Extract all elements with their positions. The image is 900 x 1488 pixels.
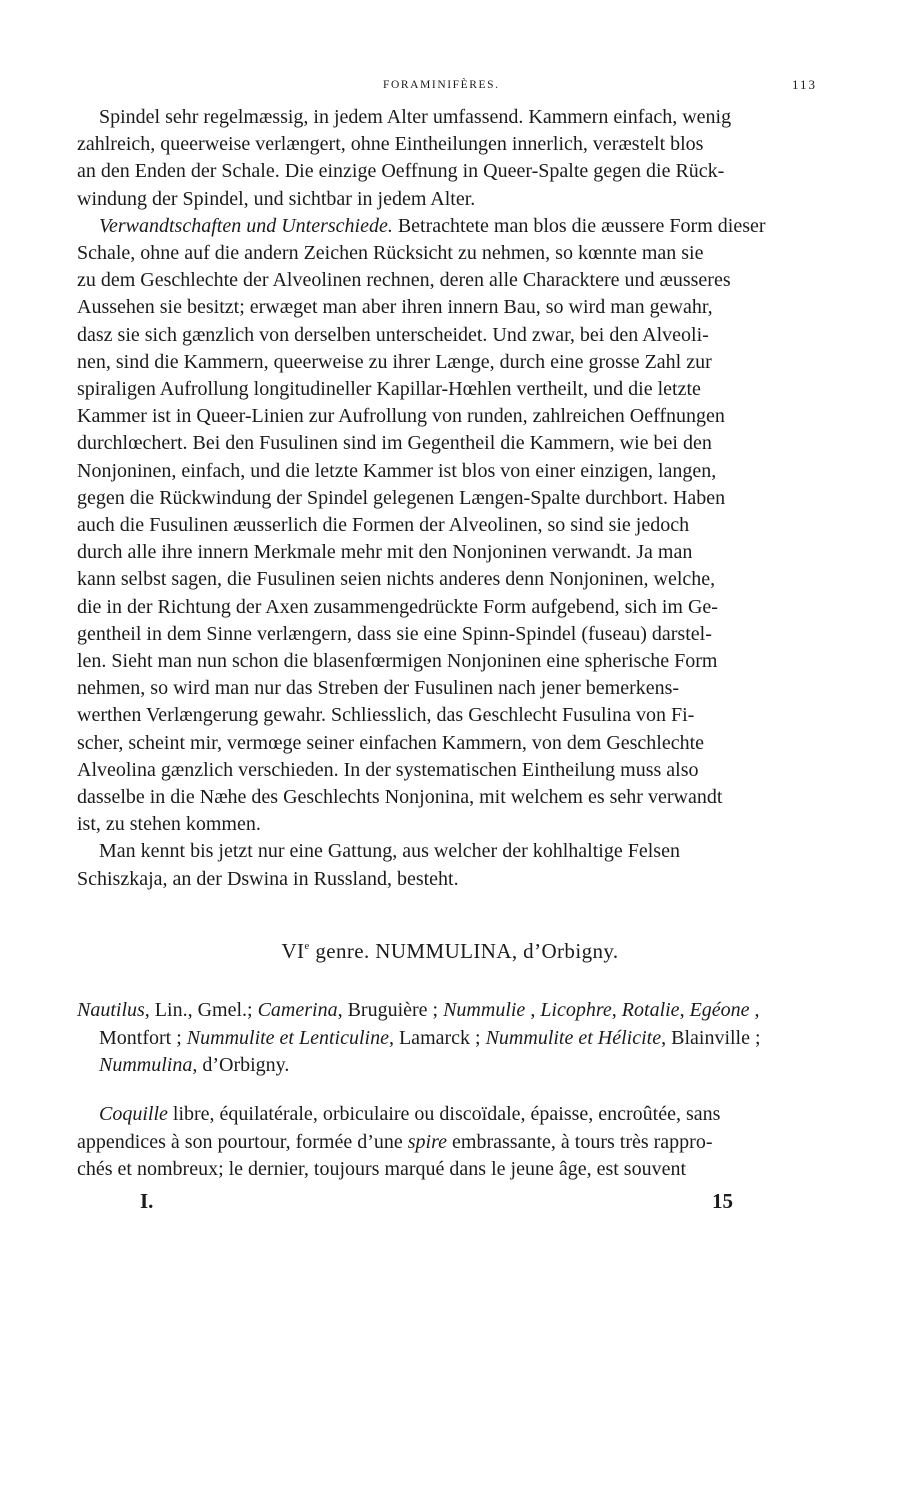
text-line: zu dem Geschlechte der Alveolinen rechnen, deren alle Characktere und æusseres [77,269,731,292]
synonymy-run: , [611,999,622,1021]
text-line: gegen die Rückwindung der Spindel gelegenen Længen-Spalte durchbort. Haben [77,486,726,509]
text-line: die in der Richtung der Axen zusammengedrückte Form aufgebend, sich im Ge- [77,595,718,618]
synonymy-run: , [525,999,541,1021]
text-line: Man kennt bis jetzt nur eine Gattung, aus welcher der kohlhaltige Felsen [99,840,680,863]
text-line: Schiszkaja, an der Dswina in Russland, besteht. [77,867,459,890]
page-number: 113 [792,77,818,92]
synonymy-run: , [679,999,690,1021]
text-line: Alveolina gænzlich verschieden. In der systematischen Eintheilung muss also [77,758,699,781]
text-line: spiraligen Aufrollung longitudineller Kapillar-Hœhlen vertheilt, und die letzte [77,378,701,401]
synonymy-run: Montfort ; [99,1026,187,1049]
synonymy-line [77,1025,815,1053]
synonymy-run: , d’Orbigny. [192,1054,290,1076]
synonymy-run: , [749,999,760,1021]
text-line: nehmen, so wird man nur das Streben der Fusulinen nach jener bemerkens- [77,677,680,700]
description-paragraph [77,1101,815,1184]
text-line: durchlœchert. Bei den Fusulinen sind im Gegentheil die Kammern, wie bei den [77,432,712,455]
text-line: Coquille libre, équilatérale, orbiculaire ou discoïdale, épaisse, encroûtée, sans [99,1103,721,1125]
text-line: scher, scheint mir, vermœge seiner einfachen Kammern, von dem Geschlechte [77,731,705,754]
synonymy-line [77,1052,815,1080]
text-line: appendices à son pourtour, formée d’une spire embrassante, à tours très rappro- [77,1130,713,1153]
text-line: gentheil in dem Sinne verlængern, dass sie eine Spinn-Spindel (fuseau) darstel- [77,622,712,645]
text-line: Nonjoninen, einfach, und die letzte Kammer ist blos von einer einzigen, langen, [77,459,717,482]
taxon-name: Nummulina [99,1054,193,1076]
text-line: nen, sind die Kammern, queerweise zu ihrer Længe, durch eine grosse Zahl zur [77,350,712,373]
text-line: Aussehen sie besitzt; erwæget man aber ihren innern Bau, so wird man gewahr, [77,296,713,319]
signature-mark: I. [140,1189,154,1213]
text-line: Verwandtschaften und Unterschiede. Betrachtete man blos die æussere Form dieser [77,213,815,240]
text-line: chés et nombreux; le dernier, toujours marqué dans le jeune âge, est souvent [77,1158,687,1180]
text-line: dasselbe in die Næhe des Geschlechts Nonjonina, mit welchem es sehr verwandt [77,786,723,809]
synonymy-text [99,1052,289,1080]
text-line: dasz sie sich gænzlich von derselben unterscheidet. Und zwar, bei den Alveoli- [77,323,709,346]
taxon-name: Rotalie [621,999,680,1021]
taxon-name: Egéone [689,999,750,1021]
main-text [77,104,815,893]
synonymy-block [77,997,815,1080]
text-line: Schale, ohne auf die andern Zeichen Rücksicht zu nehmen, so kœnnte man sie [77,242,704,265]
synonymy-run: Lamarck ; [393,1026,486,1049]
taxon-name: Nummulite et Lenticuline, [186,1026,394,1049]
text-line: ist, zu stehen kommen. [77,813,261,836]
taxon-name: Nummulie [443,999,526,1021]
synonymy-run: , Blainville ; [661,1026,761,1049]
text-line: windung der Spindel, und sichtbar in jedem Alter. [77,187,476,210]
taxon-name: Nautilus [77,999,145,1021]
text-line: kann selbst sagen, die Fusulinen seien nichts anderes denn Nonjoninen, welche, [77,568,716,591]
text-line: an den Enden der Schale. Die einzige Oeffnung in Queer-Spalte gegen die Rück- [77,160,725,183]
section-heading: VIe genre. NUMMULINA, d’Orbigny. [281,939,619,963]
synonymy-text [99,1025,761,1053]
italic-heading: Verwandtschaften und Unterschiede. [99,214,393,237]
synonymy-run: , Bruguière ; [337,999,444,1021]
text-line: werthen Verlængerung gewahr. Schliesslich, das Geschlecht Fusulina von Fi- [77,704,695,727]
taxon-name: Nummulite et Hélicite [485,1026,662,1049]
synonymy-run: , Lin., Gmel.; [144,999,258,1021]
taxon-name: Licophre [540,999,612,1021]
sheet-number: 15 [712,1189,733,1213]
text-line: len. Sieht man nun schon die blasenfœrmigen Nonjoninen eine spherische Form [77,650,718,673]
text-line: Kammer ist in Queer-Linien zur Aufrollung von runden, zahlreichen Oeffnungen [77,405,725,428]
taxon-name: Camerina [257,999,338,1021]
text-line: auch die Fusulinen æusserlich die Formen der Alveolinen, so sind sie jedoch [77,514,690,537]
running-title: FORAMINIFÈRES. [383,79,500,91]
text-line: Spindel sehr regelmæssig, in jedem Alter umfassend. Kammern einfach, wenig [99,106,732,128]
text-line: durch alle ihre innern Merkmale mehr mit den Nonjoninen verwandt. Ja man [77,541,693,564]
synonymy-text [77,997,760,1025]
text-line: zahlreich, queerweise verlængert, ohne Eintheilungen innerlich, veræstelt blos [77,133,704,156]
synonymy-line [77,997,815,1025]
